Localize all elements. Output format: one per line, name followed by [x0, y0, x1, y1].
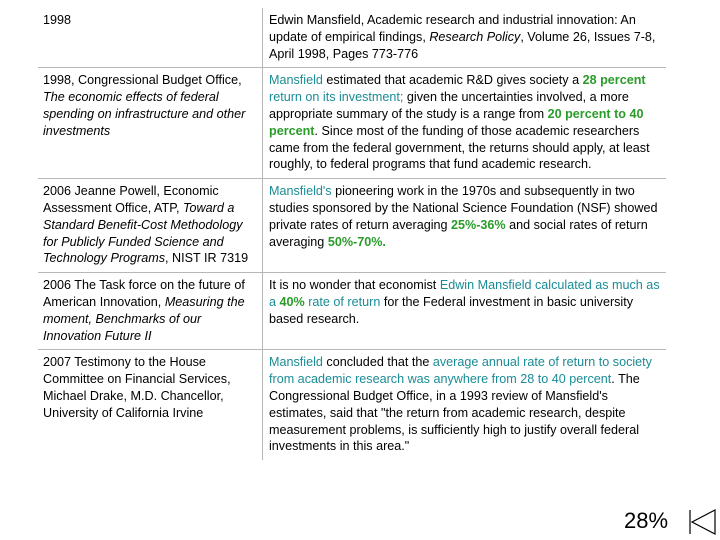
- finding-text: for the Federal investment in basic university based research.: [269, 294, 634, 326]
- table-row: [38, 273, 666, 350]
- source-cell: [38, 179, 262, 272]
- rate-value: 40%: [279, 294, 305, 309]
- findings-table: [38, 8, 666, 460]
- journal-title: Research Policy: [429, 29, 521, 44]
- finding-text: pioneering work in the 1970s and subsequently in two studies sponsored by the National Science Foundation (NSF) showed private rates of return averaging: [269, 184, 658, 232]
- rate-value: 28 percent: [582, 73, 646, 88]
- source-text: 2006 Jeanne Powell, Economic Assessment Office, ATP,: [43, 184, 219, 215]
- rate-value: 20 percent to 40 percent: [269, 106, 644, 138]
- highlight-text: Mansfield: [269, 355, 323, 370]
- source-cell: [38, 273, 262, 349]
- highlight-text: Mansfield's: [269, 184, 332, 199]
- percentage-label: 28%: [624, 508, 669, 533]
- source-cell: [38, 350, 262, 460]
- finding-text: given the uncertainties involved, a more appropriate summary of the study is a range from: [269, 90, 629, 121]
- source-title: Measuring the moment, Benchmarks of our Innovation Future II: [43, 294, 245, 343]
- source-title: Toward a Standard Benefit-Cost Methodology for Publicly Funded Science and Technology Programs: [43, 200, 243, 266]
- source-cell: [38, 68, 262, 178]
- table-row: [38, 179, 666, 273]
- source-text: 1998: [43, 13, 72, 27]
- source-text: 2006 The Task force on the future of American Innovation,: [43, 278, 245, 309]
- table-row: [38, 68, 666, 179]
- finding-cell: [262, 179, 666, 272]
- table-row: [38, 8, 666, 68]
- finding-text: . Since most of the funding of those academic researchers came from the federal government, the returns should apply, at least roughly, to federal programs that fund academic research.: [269, 123, 650, 172]
- highlight-text: rate of return: [304, 294, 381, 309]
- finding-text: Edwin Mansfield, Academic research and industrial innovation: An update of empirical findings,: [269, 13, 636, 44]
- finding-cell: [262, 8, 666, 67]
- finding-text: concluded that the: [322, 355, 433, 370]
- finding-text: . The Congressional Budget Office, in a 1993 review of Mansfield's estimates, said that "the return from academic research, despite measurement problems, is sufficiently high to justify overall federal investments in this area.": [269, 372, 640, 454]
- finding-cell: [262, 350, 666, 460]
- highlight-text: Edwin Mansfield calculated as much as a: [269, 278, 660, 309]
- finding-cell: [262, 273, 666, 349]
- source-text: 2007 Testimony to the House Committee on Financial Services, Michael Drake, M.D. Chancellor, University of California Irvine: [43, 355, 231, 420]
- highlight-text: Mansfield: [269, 73, 323, 88]
- source-text: , NIST IR 7319: [165, 251, 249, 266]
- previous-slide-icon[interactable]: [688, 509, 716, 535]
- finding-cell: [262, 68, 666, 178]
- finding-text: and social rates of return averaging: [269, 217, 648, 249]
- table-row: [38, 350, 666, 460]
- finding-text: It is no wonder that economist: [269, 278, 440, 293]
- rate-value: 50%-70%.: [327, 234, 386, 249]
- source-title: The economic effects of federal spending on infrastructure and other investments: [43, 90, 246, 138]
- rate-value: 25%-36%: [451, 217, 506, 232]
- source-text: 1998, Congressional Budget Office,: [43, 73, 242, 88]
- highlight-text: average annual rate of return to society from academic research was anywhere from 28 to 40 percent: [269, 355, 652, 387]
- finding-text: estimated that academic R&D gives society a: [322, 73, 583, 88]
- source-cell: [38, 8, 262, 67]
- highlight-text: return on its investment;: [269, 90, 404, 105]
- finding-text: , Volume 26, Issues 7-8, April 1998, Pages 773-776: [269, 29, 656, 61]
